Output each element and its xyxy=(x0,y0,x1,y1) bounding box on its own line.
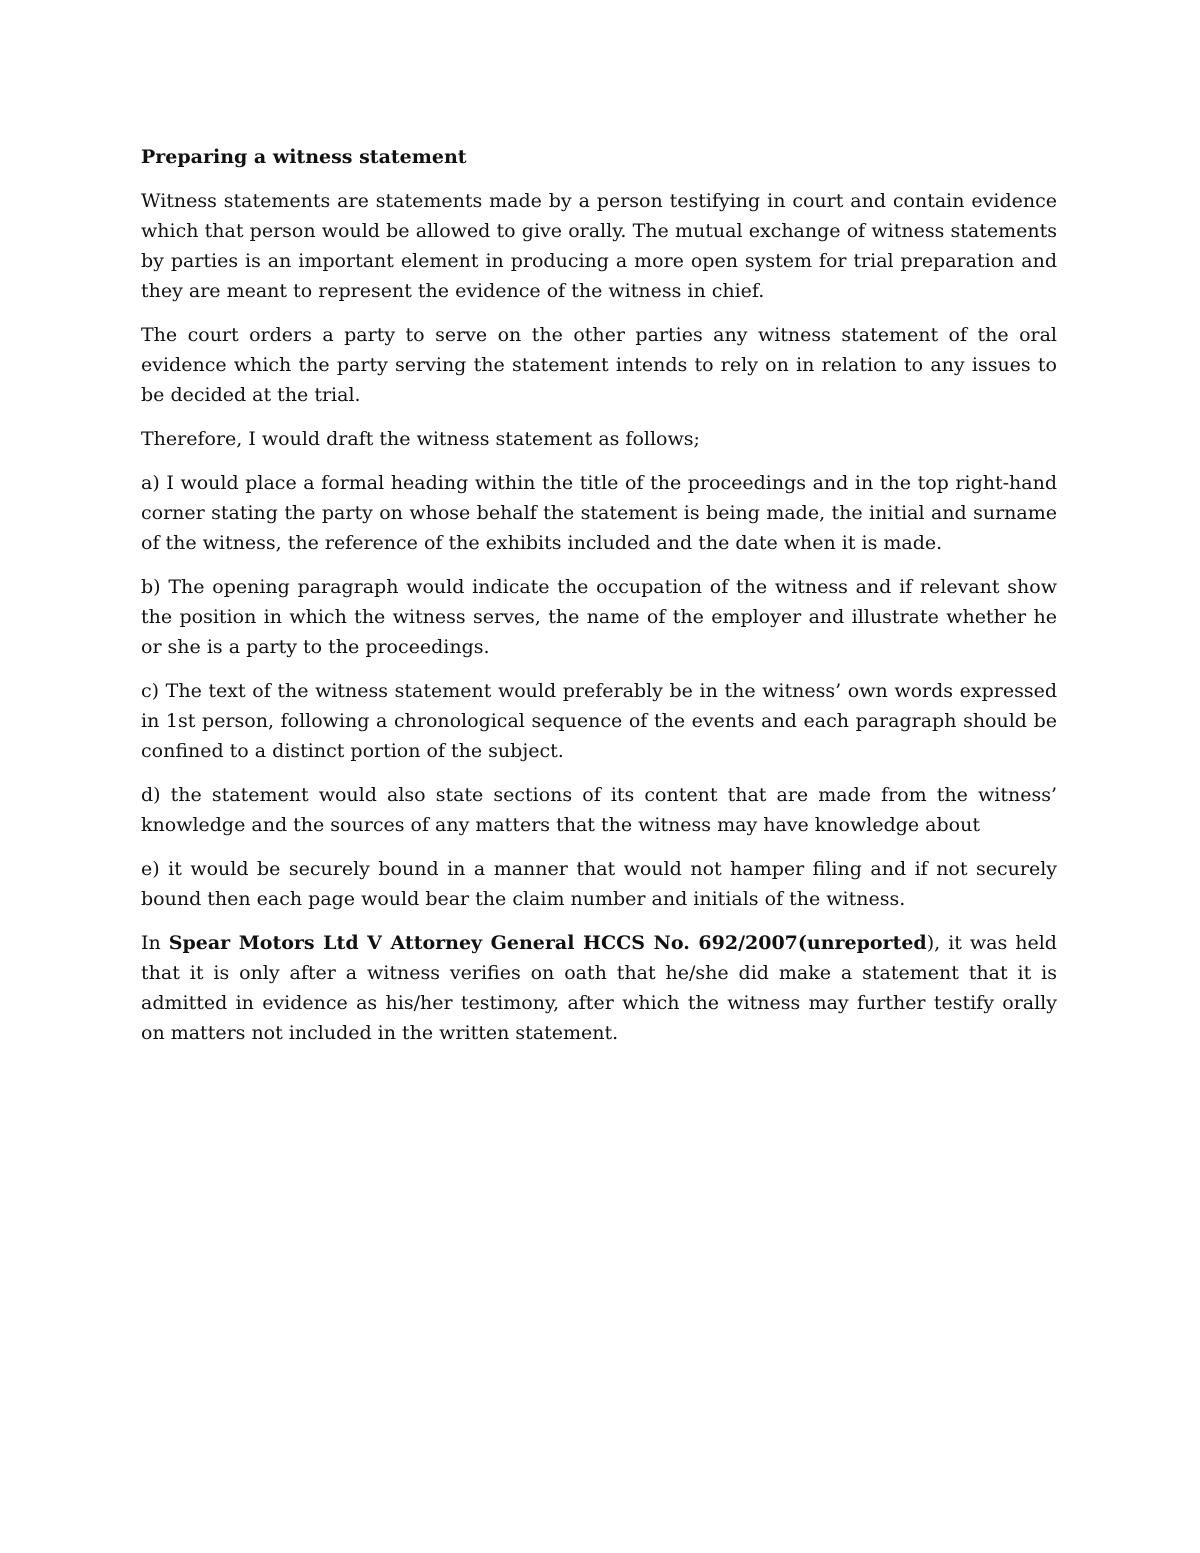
document-body xyxy=(141,142,1057,1062)
list-item-c: c) The text of the witness statement would preferably be in the witness’ own words expressed in 1st person, following a chronological sequence of the events and each paragraph should be confined to a distinct portion of the subject. xyxy=(141,680,1057,762)
case-suffix: ), it was held that it is only after a witness verifies on oath that he/she did make a statement that it is admitted in evidence as his/her testimony, after which the witness may further testify orally on matters not included in the written statement. xyxy=(141,932,1057,1044)
paragraph-case-law xyxy=(141,928,1057,1048)
paragraph-court-orders: The court orders a party to serve on the other parties any witness statement of the oral evidence which the party serving the statement intends to rely on in relation to any issues to be decided at the trial. xyxy=(141,324,1057,406)
document-heading: Preparing a witness statement xyxy=(141,146,467,168)
paragraph-definition: Witness statements are statements made by a person testifying in court and contain evidence which that person would be allowed to give orally. The mutual exchange of witness statements by parties is an important element in producing a more open system for trial preparation and they are meant to represent the evidence of the witness in chief. xyxy=(141,190,1057,302)
list-item-b: b) The opening paragraph would indicate the occupation of the witness and if relevant show the position in which the witness serves, the name of the employer and illustrate whether he or she is a party to the proceedings. xyxy=(141,576,1057,658)
case-prefix: In xyxy=(141,932,169,954)
case-name: Spear Motors Ltd V Attorney General HCCS No. 692/2007(unreported xyxy=(168,932,927,954)
list-item-e: e) it would be securely bound in a manner that would not hamper filing and if not securely bound then each page would bear the claim number and initials of the witness. xyxy=(141,858,1057,910)
paragraph-therefore: Therefore, I would draft the witness statement as follows; xyxy=(141,428,700,450)
list-item-a: a) I would place a formal heading within the title of the proceedings and in the top right-hand corner stating the party on whose behalf the statement is being made, the initial and surname of the witness, the reference of the exhibits included and the date when it is made. xyxy=(141,472,1057,554)
list-item-d: d) the statement would also state sections of its content that are made from the witness’ knowledge and the sources of any matters that the witness may have knowledge about xyxy=(141,784,1057,836)
